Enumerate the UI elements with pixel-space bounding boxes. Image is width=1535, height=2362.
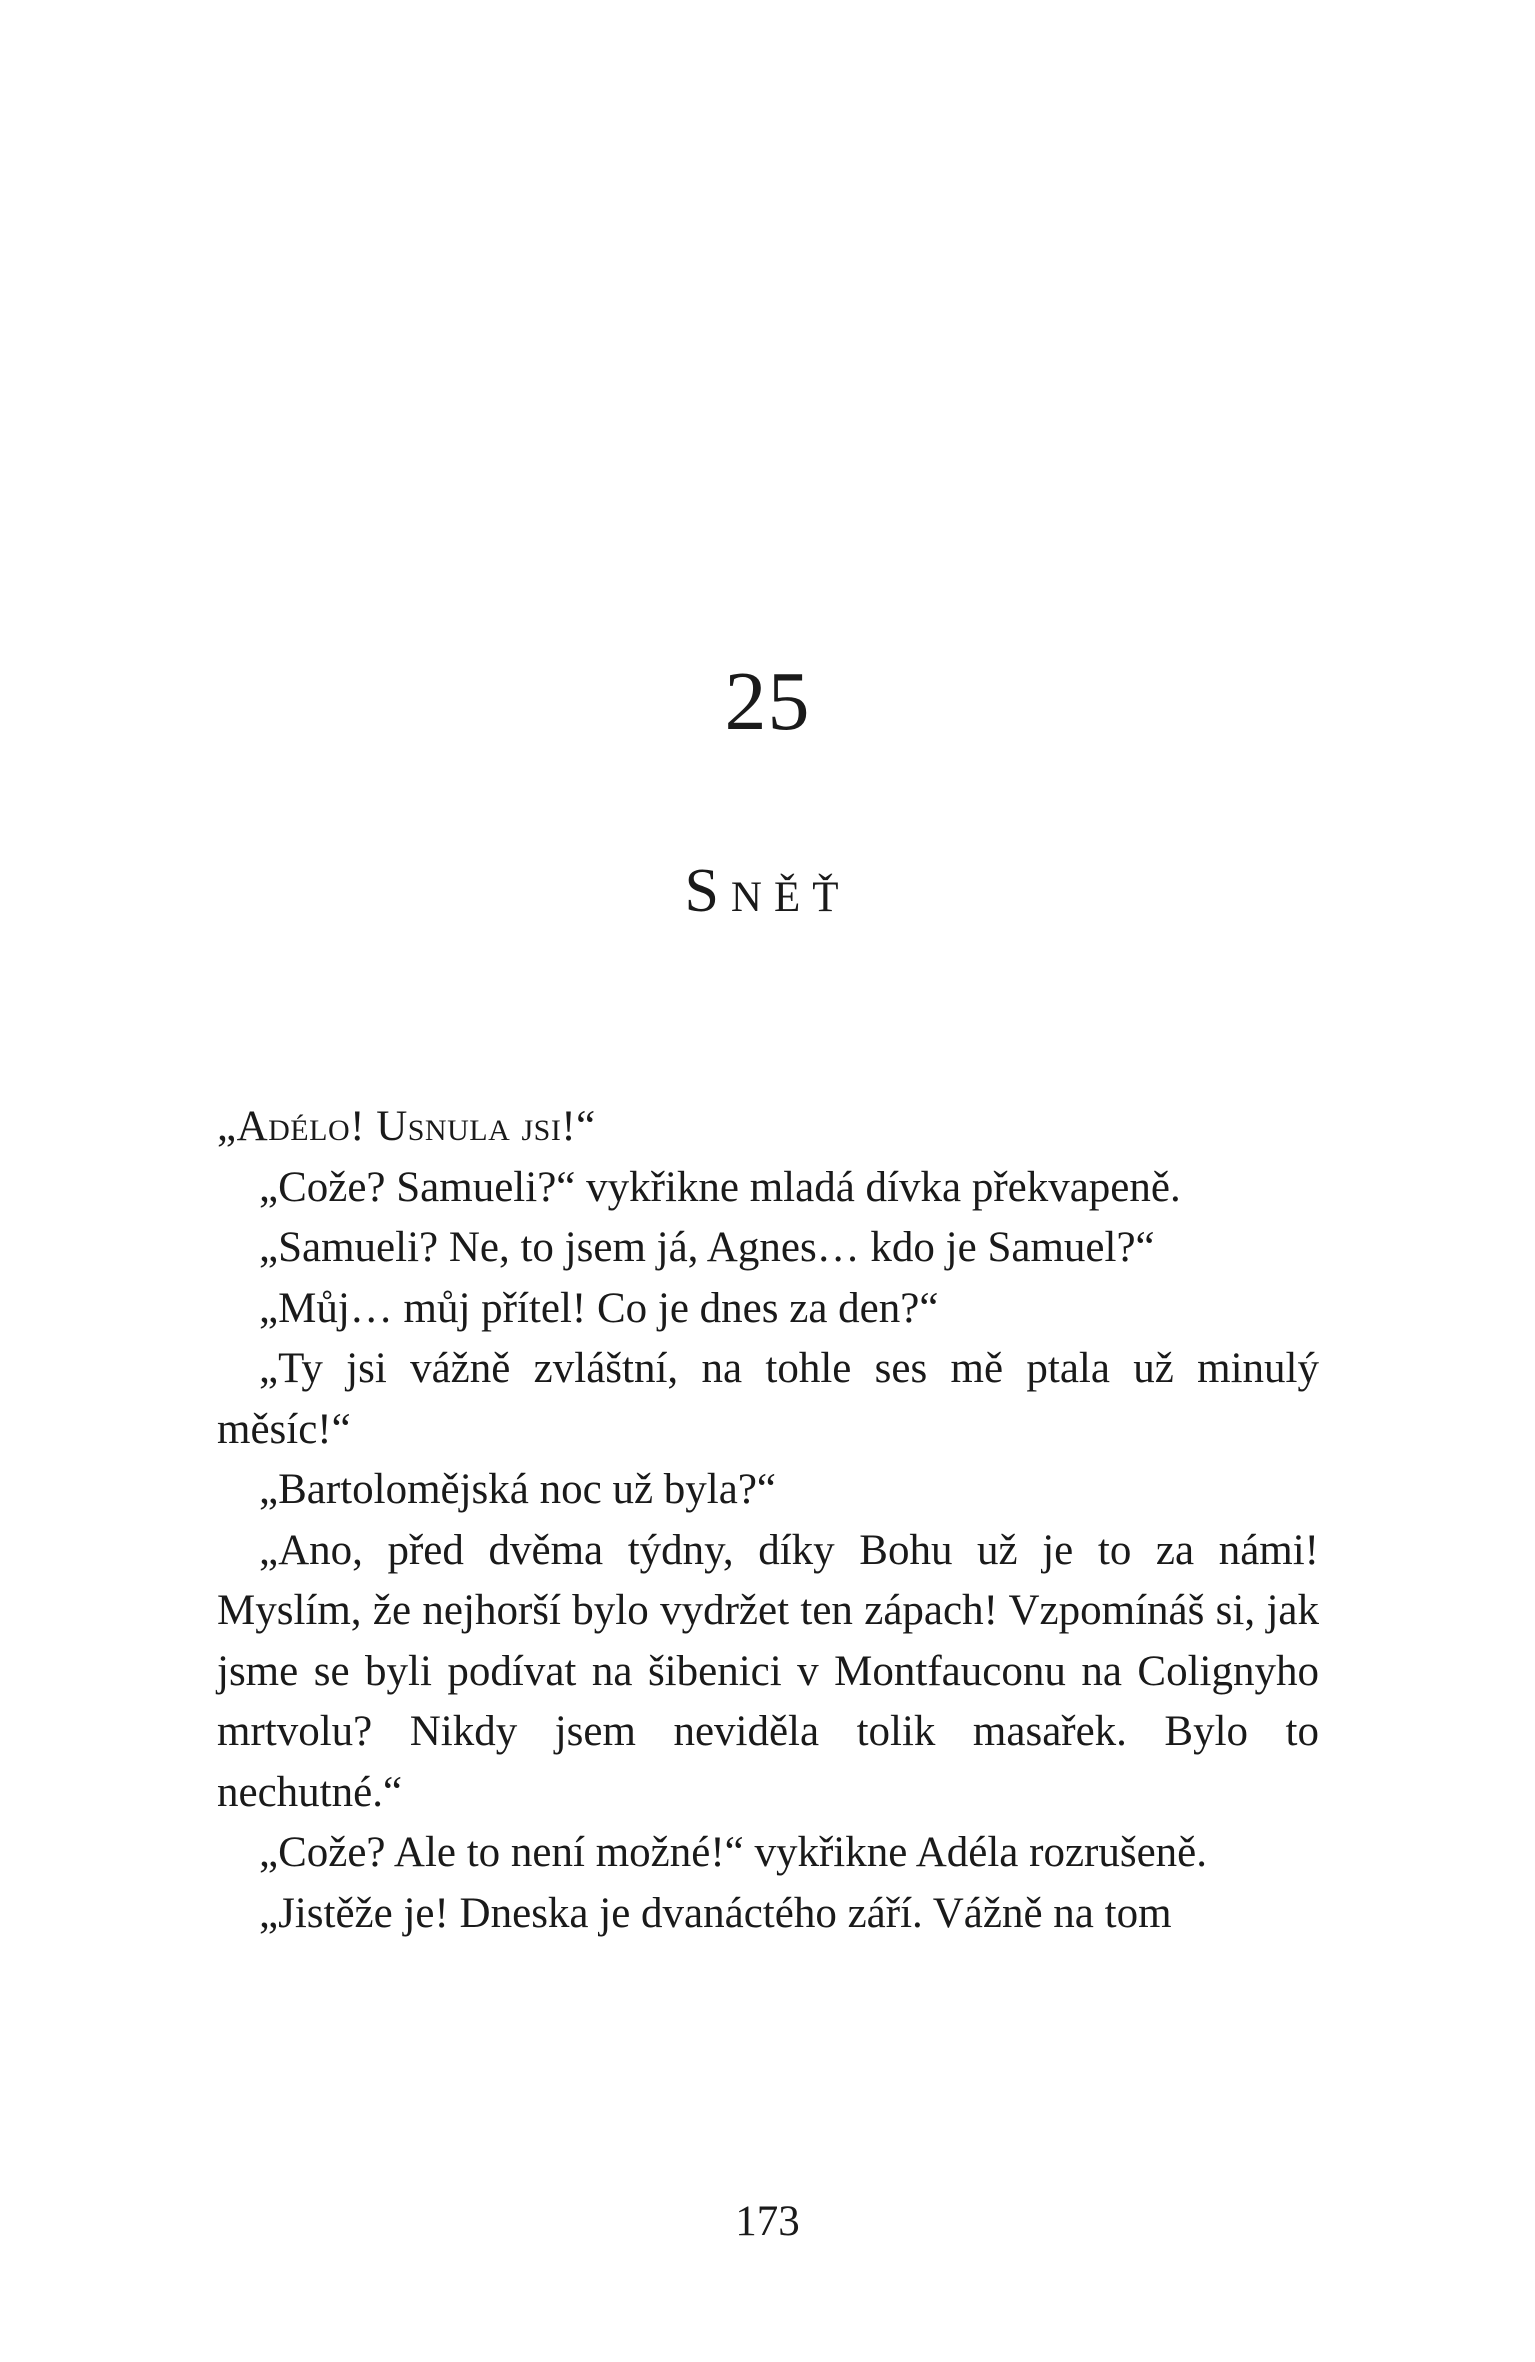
paragraph: „Ty jsi vážně zvláštní, na tohle ses mě ptala už minulý měsíc!“ (217, 1345, 1319, 1453)
paragraph: „Ano, před dvěma týdny, díky Bohu už je to za námi! Myslím, že nejhorší bylo vydržet ten zápach! Vzpomínáš si, jak jsme se byli podívat na šibenici v Montfauconu na Colignyho mrtvolu? Nikdy jsem neviděla tolik masařek. Bylo to nechutné.“ (217, 1526, 1319, 1816)
body-text (217, 1097, 1319, 1944)
paragraph: „Bartolomějská noc už byla?“ (259, 1466, 776, 1513)
paragraph: „Adélo! Usnula jsi!“ (217, 1103, 596, 1150)
paragraph: „Můj… můj přítel! Co je dnes za den?“ (259, 1284, 939, 1332)
chapter-title: Sněť (684, 857, 851, 925)
paragraph: „Jistěže je! Dneska je dvanáctého září. Vážně na tom (259, 1889, 1172, 1937)
page-number: 173 (735, 2198, 800, 2245)
paragraph: „Cože? Samueli?“ vykřikne mladá dívka překvapeně. (259, 1163, 1181, 1211)
paragraph: „Cože? Ale to není možné!“ vykřikne Adéla rozrušeně. (259, 1829, 1208, 1876)
chapter-number: 25 (724, 655, 811, 748)
paragraph: „Samueli? Ne, to jsem já, Agnes… kdo je Samuel?“ (259, 1224, 1155, 1271)
